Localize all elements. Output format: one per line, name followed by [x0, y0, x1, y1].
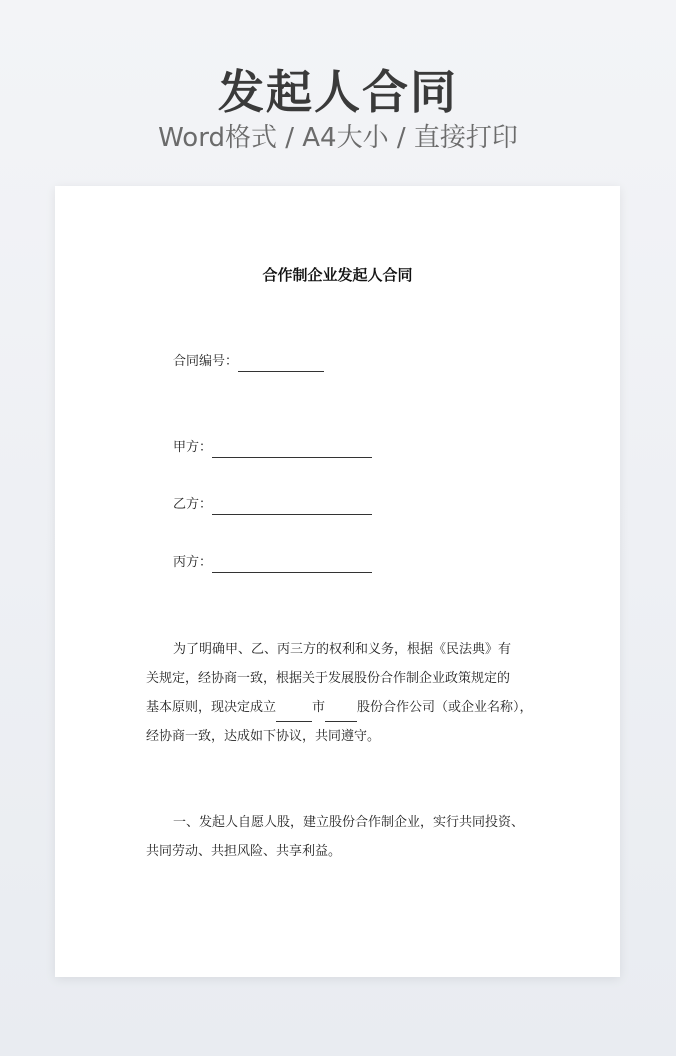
city-blank — [276, 705, 312, 722]
paragraph-text: 基本原则，现决定成立 — [146, 700, 277, 715]
paragraph-text: 股份合作公司（或企业名称）， — [357, 700, 533, 715]
paragraph-line: 经协商一致，达成如下协议，共同遵守。 — [146, 729, 381, 744]
contract-number-row — [173, 352, 324, 372]
document-title: 合作制企业发起人合同 — [262, 266, 413, 284]
party-a-row — [173, 438, 372, 458]
paragraph-preamble — [146, 635, 542, 751]
party-a-label: 甲方： — [173, 440, 213, 455]
contract-number-blank — [238, 355, 324, 372]
paragraph-clause-1 — [146, 808, 542, 866]
company-blank — [325, 705, 357, 722]
banner-title: 发起人合同 — [218, 65, 458, 119]
party-a-blank — [212, 441, 372, 458]
paragraph-line — [146, 693, 542, 722]
paragraph-line: 共同劳动、共担风险、共享利益。 — [146, 844, 342, 859]
paragraph-line: 为了明确甲、乙、丙三方的权利和义务，根据《民法典》有 — [173, 642, 512, 657]
paragraph-text: 市 — [312, 700, 326, 715]
party-c-blank — [212, 556, 372, 573]
document-page — [55, 186, 620, 977]
party-b-blank — [212, 498, 372, 515]
contract-number-label: 合同编号： — [173, 354, 239, 369]
paragraph-line: 一、发起人自愿人股，建立股份合作制企业，实行共同投资、 — [173, 815, 525, 830]
party-b-row — [173, 495, 372, 515]
paragraph-line: 关规定，经协商一致，根据关于发展股份合作制企业政策规定的 — [146, 671, 511, 686]
party-b-label: 乙方： — [173, 497, 213, 512]
party-c-row — [173, 553, 372, 573]
party-c-label: 丙方： — [173, 555, 213, 570]
banner-subtitle: Word格式 / A4大小 / 直接打印 — [158, 123, 518, 153]
